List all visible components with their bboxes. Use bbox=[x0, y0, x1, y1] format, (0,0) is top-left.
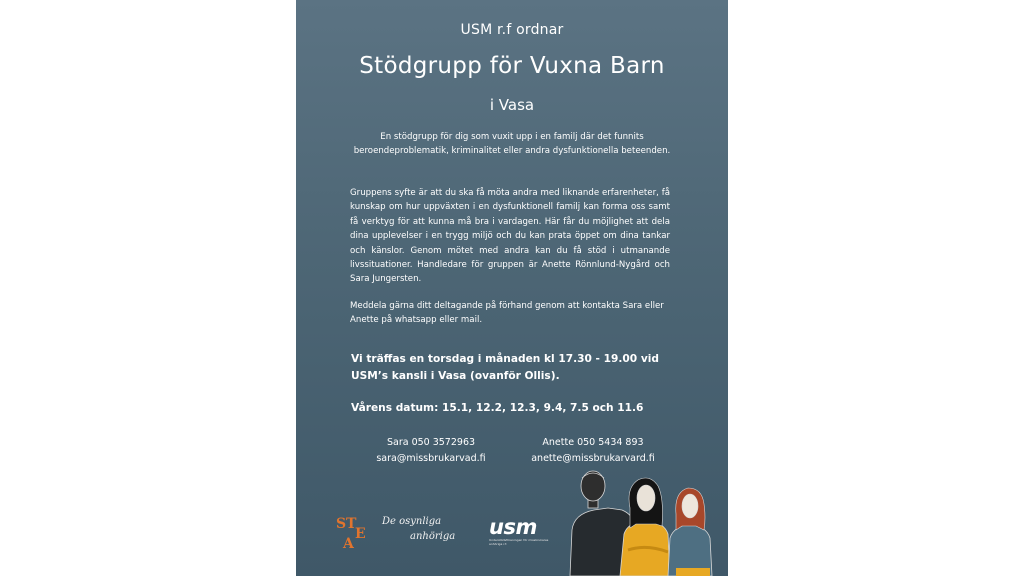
usm-logo-tagline: Understödsföreningen för missbrukares anhöriga r.f. bbox=[489, 538, 549, 546]
stea-letter-t: T bbox=[346, 516, 357, 532]
intro-paragraph: En stödgrupp för dig som vuxit upp i en familj där det funnits beroendeproblematik, kriminalitet eller andra dysfunktionella beteenden. bbox=[353, 132, 671, 156]
contact-anette-email: anette@missbrukarvard.fi bbox=[531, 453, 655, 464]
contact-anette bbox=[518, 435, 668, 467]
stea-letter-s: S bbox=[336, 516, 347, 532]
contact-anette-phone: Anette 050 5434 893 bbox=[542, 437, 644, 448]
poster bbox=[296, 0, 728, 576]
usm-logo bbox=[489, 516, 549, 546]
usm-logo-word: usm bbox=[489, 515, 537, 539]
poster-subtitle: i Vasa bbox=[489, 96, 535, 114]
osynliga-anhoriga-logo bbox=[382, 514, 462, 544]
osynliga-line1: De osynliga bbox=[382, 516, 442, 527]
people-illustration bbox=[564, 468, 728, 576]
stea-letter-a: A bbox=[343, 536, 354, 552]
purpose-paragraph: Gruppens syfte är att du ska få möta andra med liknande erfarenheter, få kunskap om hur uppväxten i en dysfunktionell familj kan forma oss samt få verktyg för att kunna må bra i vardagen. Här får du möjlighet att dela dina upplevelser i en trygg miljö och du kan prata öppet om dina tankar och känslor. Genom mötet med andra kan du få stöd i utmanande livssituationer. Handledare för gruppen är Anette Rönnlund-Nygård och Sara Jungersten. bbox=[350, 188, 670, 285]
contact-sara-email: sara@missbrukarvad.fi bbox=[376, 453, 486, 464]
contact-sara-phone: Sara 050 3572963 bbox=[386, 437, 476, 448]
stea-letter-e: E bbox=[355, 526, 366, 542]
meeting-info: Vi träffas en torsdag i månaden kl 17.30 - 19.00 vid USM’s kansli i Vasa (ovanför Ollis). bbox=[351, 353, 659, 382]
stea-logo bbox=[334, 514, 368, 554]
signup-paragraph: Meddela gärna ditt deltagande på förhand genom att kontakta Sara eller Anette på whatsapp eller mail. bbox=[350, 301, 664, 326]
woman-right-figure bbox=[668, 488, 712, 576]
organizer-line: USM r.f ordnar bbox=[460, 22, 564, 38]
contact-sara bbox=[356, 435, 506, 467]
spring-dates: Vårens datum: 15.1, 12.2, 12.3, 9.4, 7.5 och 11.6 bbox=[351, 402, 644, 414]
osynliga-line2: anhöriga bbox=[410, 531, 456, 542]
poster-title: Stödgrupp för Vuxna Barn bbox=[359, 53, 665, 79]
